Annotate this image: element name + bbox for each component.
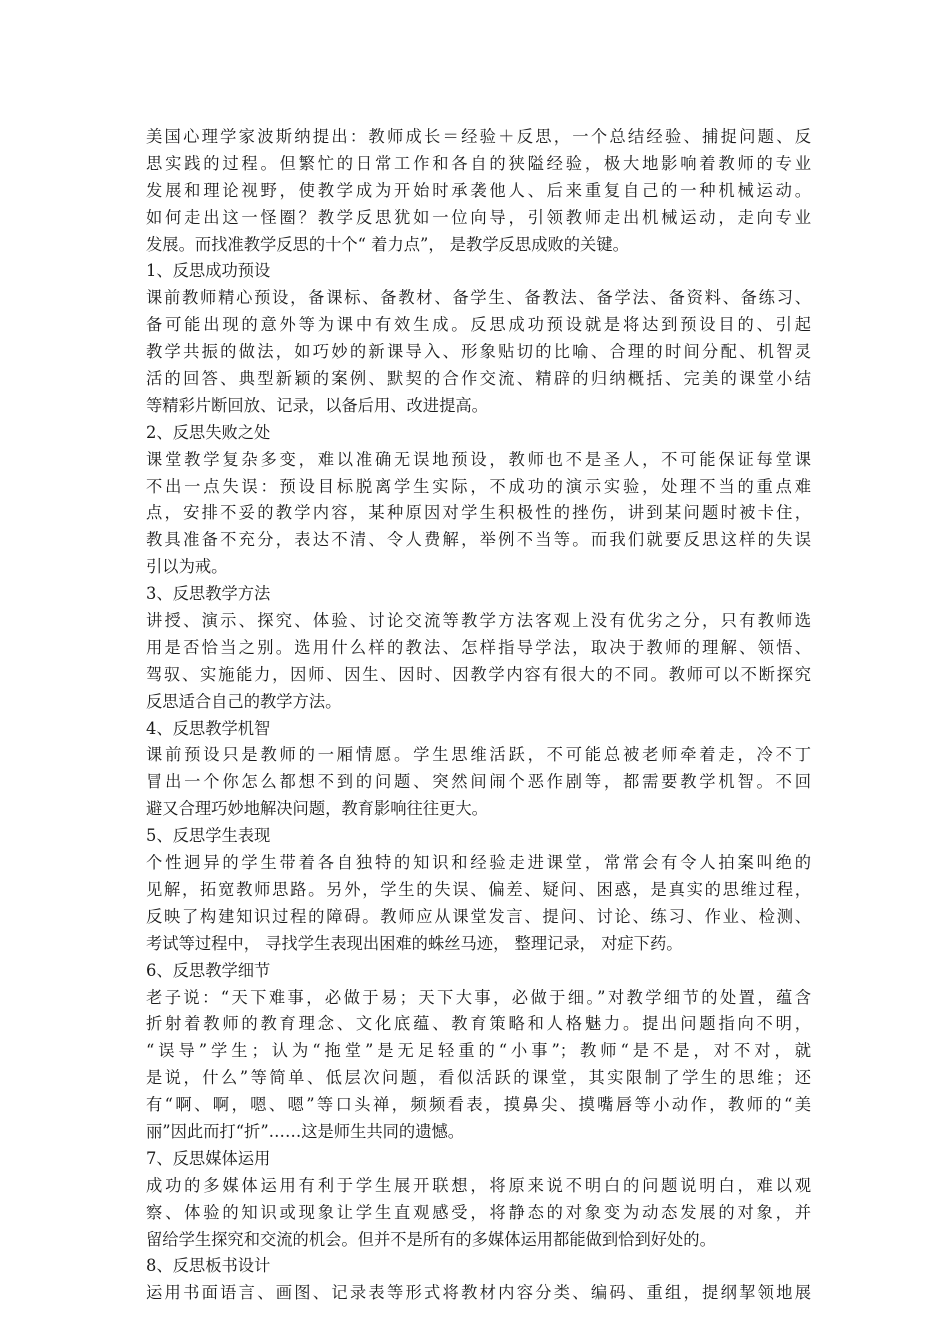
paragraph-line: 是说，什么”等简单、低层次问题，看似活跃的课堂，其实限制了学生的思维；还 — [146, 1068, 811, 1088]
paragraph-line: “误导”学生；认为“拖堂”是无足轻重的“小事”；教师“是不是，对不对，就 — [146, 1041, 811, 1061]
paragraph-line: 有“啊、啊，嗯、嗯”等口头禅，频频看表，摸鼻尖、摸嘴唇等小动作，教师的“美 — [146, 1095, 811, 1115]
paragraph-line: 备可能出现的意外等为课中有效生成。反思成功预设就是将达到预设目的、引起 — [146, 315, 811, 335]
paragraph-line: 教具准备不充分，表达不清、令人费解，举例不当等。而我们就要反思这样的失误 — [146, 530, 811, 550]
paragraph-line: 驾驭、实施能力，因师、因生、因时、因教学内容有很大的不同。教师可以不断探究 — [146, 664, 811, 684]
section-heading: 2、反思失败之处 — [146, 422, 271, 442]
paragraph-line: 留给学生探究和交流的机会。但并不是所有的多媒体运用都能做到恰到好处的。 — [146, 1229, 716, 1249]
paragraph-line: 不出一点失误：预设目标脱离学生实际，不成功的演示实验，处理不当的重点难 — [146, 476, 811, 496]
paragraph-line: 发展。而找准教学反思的十个“ 着力点”， 是教学反思成败的关键。 — [146, 234, 629, 254]
section-heading: 8、反思板书设计 — [146, 1256, 271, 1276]
paragraph-line: 课前教师精心预设，备课标、备教材、备学生、备教法、备学法、备资料、备练习、 — [146, 288, 811, 308]
paragraph-line: 引以为戒。 — [146, 557, 228, 577]
paragraph-line: 点，安排不妥的教学内容，某种原因对学生积极性的挫伤，讲到某问题时被卡住， — [146, 503, 811, 523]
paragraph-line: 等精彩片断回放、记录，以备后用、改进提高。 — [146, 395, 488, 415]
paragraph-line: 折射着教师的教育理念、文化底蕴、教育策略和人格魅力。提出问题指向不明， — [146, 1014, 811, 1034]
paragraph-line: 成功的多媒体运用有利于学生展开联想，将原来说不明白的问题说明白，难以观 — [146, 1175, 811, 1195]
paragraph-line: 反映了构建知识过程的障碍。教师应从课堂发言、提问、讨论、练习、作业、检测、 — [146, 906, 811, 926]
paragraph-line: 用是否恰当之别。选用什么样的教法、怎样指导学法，取决于教师的理解、领悟、 — [146, 637, 811, 657]
paragraph-line: 运用书面语言、画图、记录表等形式将教材内容分类、编码、重组，提纲挈领地展 — [146, 1283, 811, 1303]
paragraph-line: 避又合理巧妙地解决问题，教育影响往往更大。 — [146, 799, 488, 819]
section-heading: 4、反思教学机智 — [146, 718, 271, 738]
section-heading: 1、反思成功预设 — [146, 261, 271, 281]
paragraph-line: 考试等过程中， 寻找学生表现出困难的蛛丝马迹， 整理记录， 对症下药。 — [146, 933, 683, 953]
paragraph-line: 见解，拓宽教师思路。另外，学生的失误、偏差、疑问、困惑，是真实的思维过程， — [146, 879, 811, 899]
section-heading: 5、反思学生表现 — [146, 826, 271, 846]
paragraph-line: 课前预设只是教师的一厢情愿。学生思维活跃，不可能总被老师牵着走，冷不丁 — [146, 745, 811, 765]
section-heading: 3、反思教学方法 — [146, 584, 271, 604]
section-heading: 7、反思媒体运用 — [146, 1148, 271, 1168]
paragraph-line: 课堂教学复杂多变，难以准确无误地预设，教师也不是圣人，不可能保证每堂课 — [146, 449, 811, 469]
section-heading: 6、反思教学细节 — [146, 960, 271, 980]
paragraph-line: 教学共振的做法，如巧妙的新课导入、形象贴切的比喻、合理的时间分配、机智灵 — [146, 342, 811, 362]
paragraph-line: 美国心理学家波斯纳提出：教师成长＝经验＋反思，一个总结经验、捕捉问题、反 — [146, 127, 811, 146]
paragraph-line: 讲授、演示、探究、体验、讨论交流等教学方法客观上没有优劣之分，只有教师选 — [146, 611, 811, 631]
paragraph-line: 老子说：“天下难事，必做于易；天下大事，必做于细。”对教学细节的处置，蕴含 — [146, 987, 811, 1007]
paragraph-line: 活的回答、典型新颖的案例、默契的合作交流、精辟的归纳概括、完美的课堂小结 — [146, 369, 811, 389]
paragraph-line: 反思适合自己的教学方法。 — [146, 691, 342, 711]
document-body — [146, 124, 811, 1307]
paragraph-line: 个性迥异的学生带着各自独特的知识和经验走进课堂，常常会有令人拍案叫绝的 — [146, 853, 811, 873]
paragraph-line: 思实践的过程。但繁忙的日常工作和各自的狭隘经验，极大地影响着教师的专业 — [146, 153, 811, 173]
paragraph-line: 冒出一个你怎么都想不到的问题、突然间闹个恶作剧等，都需要教学机智。不回 — [146, 772, 811, 792]
paragraph-line: 察、体验的知识或现象让学生直观感受，将静态的对象变为动态发展的对象，并 — [146, 1202, 811, 1222]
paragraph-line: 发展和理论视野，使教学成为开始时承袭他人、后来重复自己的一种机械运动。 — [146, 180, 811, 200]
paragraph-line: 丽”因此而打“折”……这是师生共同的遗憾。 — [146, 1121, 465, 1141]
paragraph-line: 如何走出这一怪圈？教学反思犹如一位向导，引领教师走出机械运动，走向专业 — [146, 207, 811, 227]
